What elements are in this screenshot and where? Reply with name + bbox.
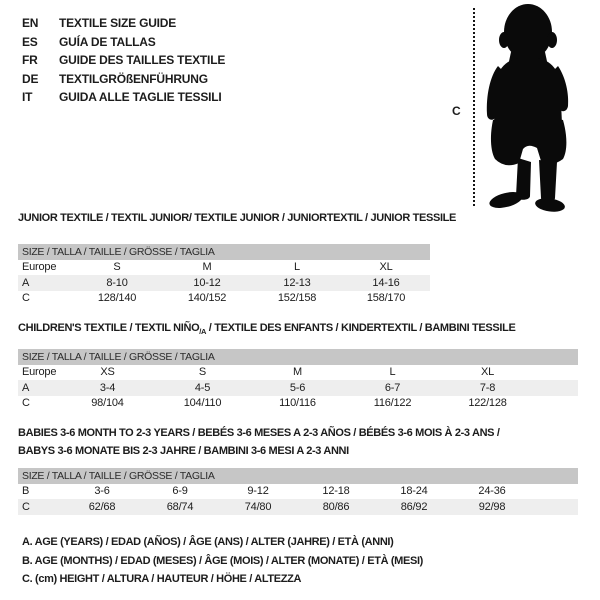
column-header-cell: M xyxy=(293,366,302,379)
value-cell: 7-8 xyxy=(440,380,535,396)
value-cell: 18-24 xyxy=(400,485,428,498)
children-size-table xyxy=(18,349,578,411)
note-line: A. AGE (YEARS) / EDAD (AÑOS) / ÂGE (ANS) / ALTER (JAHRE) / ETÀ (ANNI) xyxy=(22,536,394,548)
note-line: C. (cm) HEIGHT / ALTURA / HAUTEUR / HÖHE / ALTEZZA xyxy=(22,573,302,585)
babies-section-title xyxy=(18,424,500,460)
table-row xyxy=(18,484,578,500)
value-cell: 152/158 xyxy=(277,292,317,305)
value-cell: 4-5 xyxy=(155,380,250,396)
value-cell: 6-7 xyxy=(345,380,440,396)
language-label: GUÍA DE TALLAS xyxy=(59,34,156,49)
column-header-cell: L xyxy=(389,366,396,379)
column-header-cell: L xyxy=(294,261,300,274)
column-header-cell: M xyxy=(202,261,212,274)
column-header-cell: Europe xyxy=(22,261,57,274)
spacer-cell xyxy=(535,380,578,396)
value-cell: 10-12 xyxy=(162,275,252,291)
column-header-cell: S xyxy=(198,366,207,379)
value-cell: 140/152 xyxy=(187,292,227,305)
height-marker-label: C xyxy=(452,104,461,118)
spacer-cell xyxy=(531,484,578,500)
table-row xyxy=(18,291,430,307)
note-line: B. AGE (MONTHS) / EDAD (MESES) / ÂGE (MOIS) / ALTER (MONATE) / ETÀ (MESI) xyxy=(22,554,423,567)
language-row xyxy=(22,70,225,89)
spacer-cell xyxy=(535,365,578,381)
table-row xyxy=(18,396,578,412)
language-label: TEXTILE SIZE GUIDE xyxy=(59,16,177,31)
column-header-row xyxy=(18,365,578,381)
column-header-cell: XL xyxy=(480,366,495,379)
row-label-cell: A xyxy=(18,275,72,291)
value-cell: 122/128 xyxy=(468,397,507,410)
language-label: TEXTILGRÖßENFÜHRUNG xyxy=(59,71,208,86)
language-row xyxy=(22,88,225,107)
value-cell: 158/170 xyxy=(366,292,406,305)
value-cell: 8-10 xyxy=(72,275,162,291)
junior-size-table xyxy=(18,244,430,306)
value-cell: 92/98 xyxy=(453,499,531,515)
value-cell: 3-4 xyxy=(60,380,155,396)
value-cell: 68/74 xyxy=(141,499,219,515)
value-cell: 9-12 xyxy=(247,485,269,498)
junior-section-title: JUNIOR TEXTILE / TEXTIL JUNIOR/ TEXTILE JUNIOR / JUNIORTEXTIL / JUNIOR TESSILE xyxy=(18,212,457,224)
language-row xyxy=(22,33,225,52)
row-label-cell: B xyxy=(22,485,30,498)
language-label: GUIDA ALLE TAGLIE TESSILI xyxy=(59,90,222,105)
row-label-cell: C xyxy=(22,397,30,410)
language-code: EN xyxy=(22,16,39,31)
babies-title-line2: BABYS 3-6 MONATE BIS 2-3 JAHRE / BAMBINI 3-6 MESI A 2-3 ANNI xyxy=(18,445,349,457)
value-cell: 3-6 xyxy=(94,485,110,498)
spacer-cell xyxy=(535,396,578,412)
language-list xyxy=(22,14,225,107)
table-row xyxy=(18,499,578,515)
value-cell: 110/116 xyxy=(279,397,316,410)
value-cell: 62/68 xyxy=(63,499,141,515)
value-cell: 74/80 xyxy=(219,499,297,515)
table-row xyxy=(18,380,578,396)
value-cell: 104/110 xyxy=(183,397,222,410)
children-title-text: CHILDREN'S TEXTILE / TEXTIL NIÑO xyxy=(18,322,200,334)
value-cell: 116/122 xyxy=(373,397,412,410)
row-label-cell: C xyxy=(18,499,63,515)
language-code: FR xyxy=(22,53,38,68)
language-row xyxy=(22,14,225,33)
baby-silhouette-icon xyxy=(478,2,578,214)
table-row xyxy=(18,275,430,291)
value-cell: 6-9 xyxy=(172,485,188,498)
spacer-cell xyxy=(531,499,578,515)
size-header-bar xyxy=(18,244,430,260)
height-dotted-line xyxy=(473,8,475,206)
children-title-subscript: /A xyxy=(199,327,207,337)
value-cell: 12-18 xyxy=(322,485,350,498)
column-header-cell: S xyxy=(113,261,121,274)
value-cell: 14-16 xyxy=(342,275,430,291)
children-section-title xyxy=(18,322,516,337)
language-label: GUIDE DES TAILLES TEXTILE xyxy=(59,53,226,68)
language-code: ES xyxy=(22,34,38,49)
footnotes xyxy=(22,536,423,592)
size-header-bar xyxy=(18,468,578,484)
column-header-row xyxy=(18,260,430,276)
size-header-label: SIZE / TALLA / TAILLE / GRÖSSE / TAGLIA xyxy=(18,349,578,365)
value-cell: 24-36 xyxy=(478,485,506,498)
babies-size-table xyxy=(18,468,578,515)
column-header-cell: XS xyxy=(100,366,115,379)
row-label-cell: C xyxy=(22,292,30,305)
language-code: DE xyxy=(22,71,39,86)
value-cell: 128/140 xyxy=(97,292,137,305)
value-cell: 12-13 xyxy=(252,275,342,291)
value-cell: 98/104 xyxy=(91,397,124,410)
column-header-cell: Europe xyxy=(22,366,57,379)
children-title-text: / TEXTILE DES ENFANTS / KINDERTEXTIL / BAMBINI TESSILE xyxy=(206,322,516,334)
language-row xyxy=(22,51,225,70)
language-code: IT xyxy=(22,90,33,105)
value-cell: 5-6 xyxy=(250,380,345,396)
column-header-cell: XL xyxy=(379,261,393,274)
size-header-bar xyxy=(18,349,578,365)
size-header-label: SIZE / TALLA / TAILLE / GRÖSSE / TAGLIA xyxy=(18,468,578,484)
value-cell: 80/86 xyxy=(297,499,375,515)
row-label-cell: A xyxy=(18,380,60,396)
babies-title-line1: BABIES 3-6 MONTH TO 2-3 YEARS / BEBÉS 3-6 MESES A 2-3 AÑOS / BÉBÉS 3-6 MOIS À 2-3 ANS / xyxy=(18,427,500,439)
value-cell: 86/92 xyxy=(375,499,453,515)
size-header-label: SIZE / TALLA / TAILLE / GRÖSSE / TAGLIA xyxy=(18,244,430,260)
